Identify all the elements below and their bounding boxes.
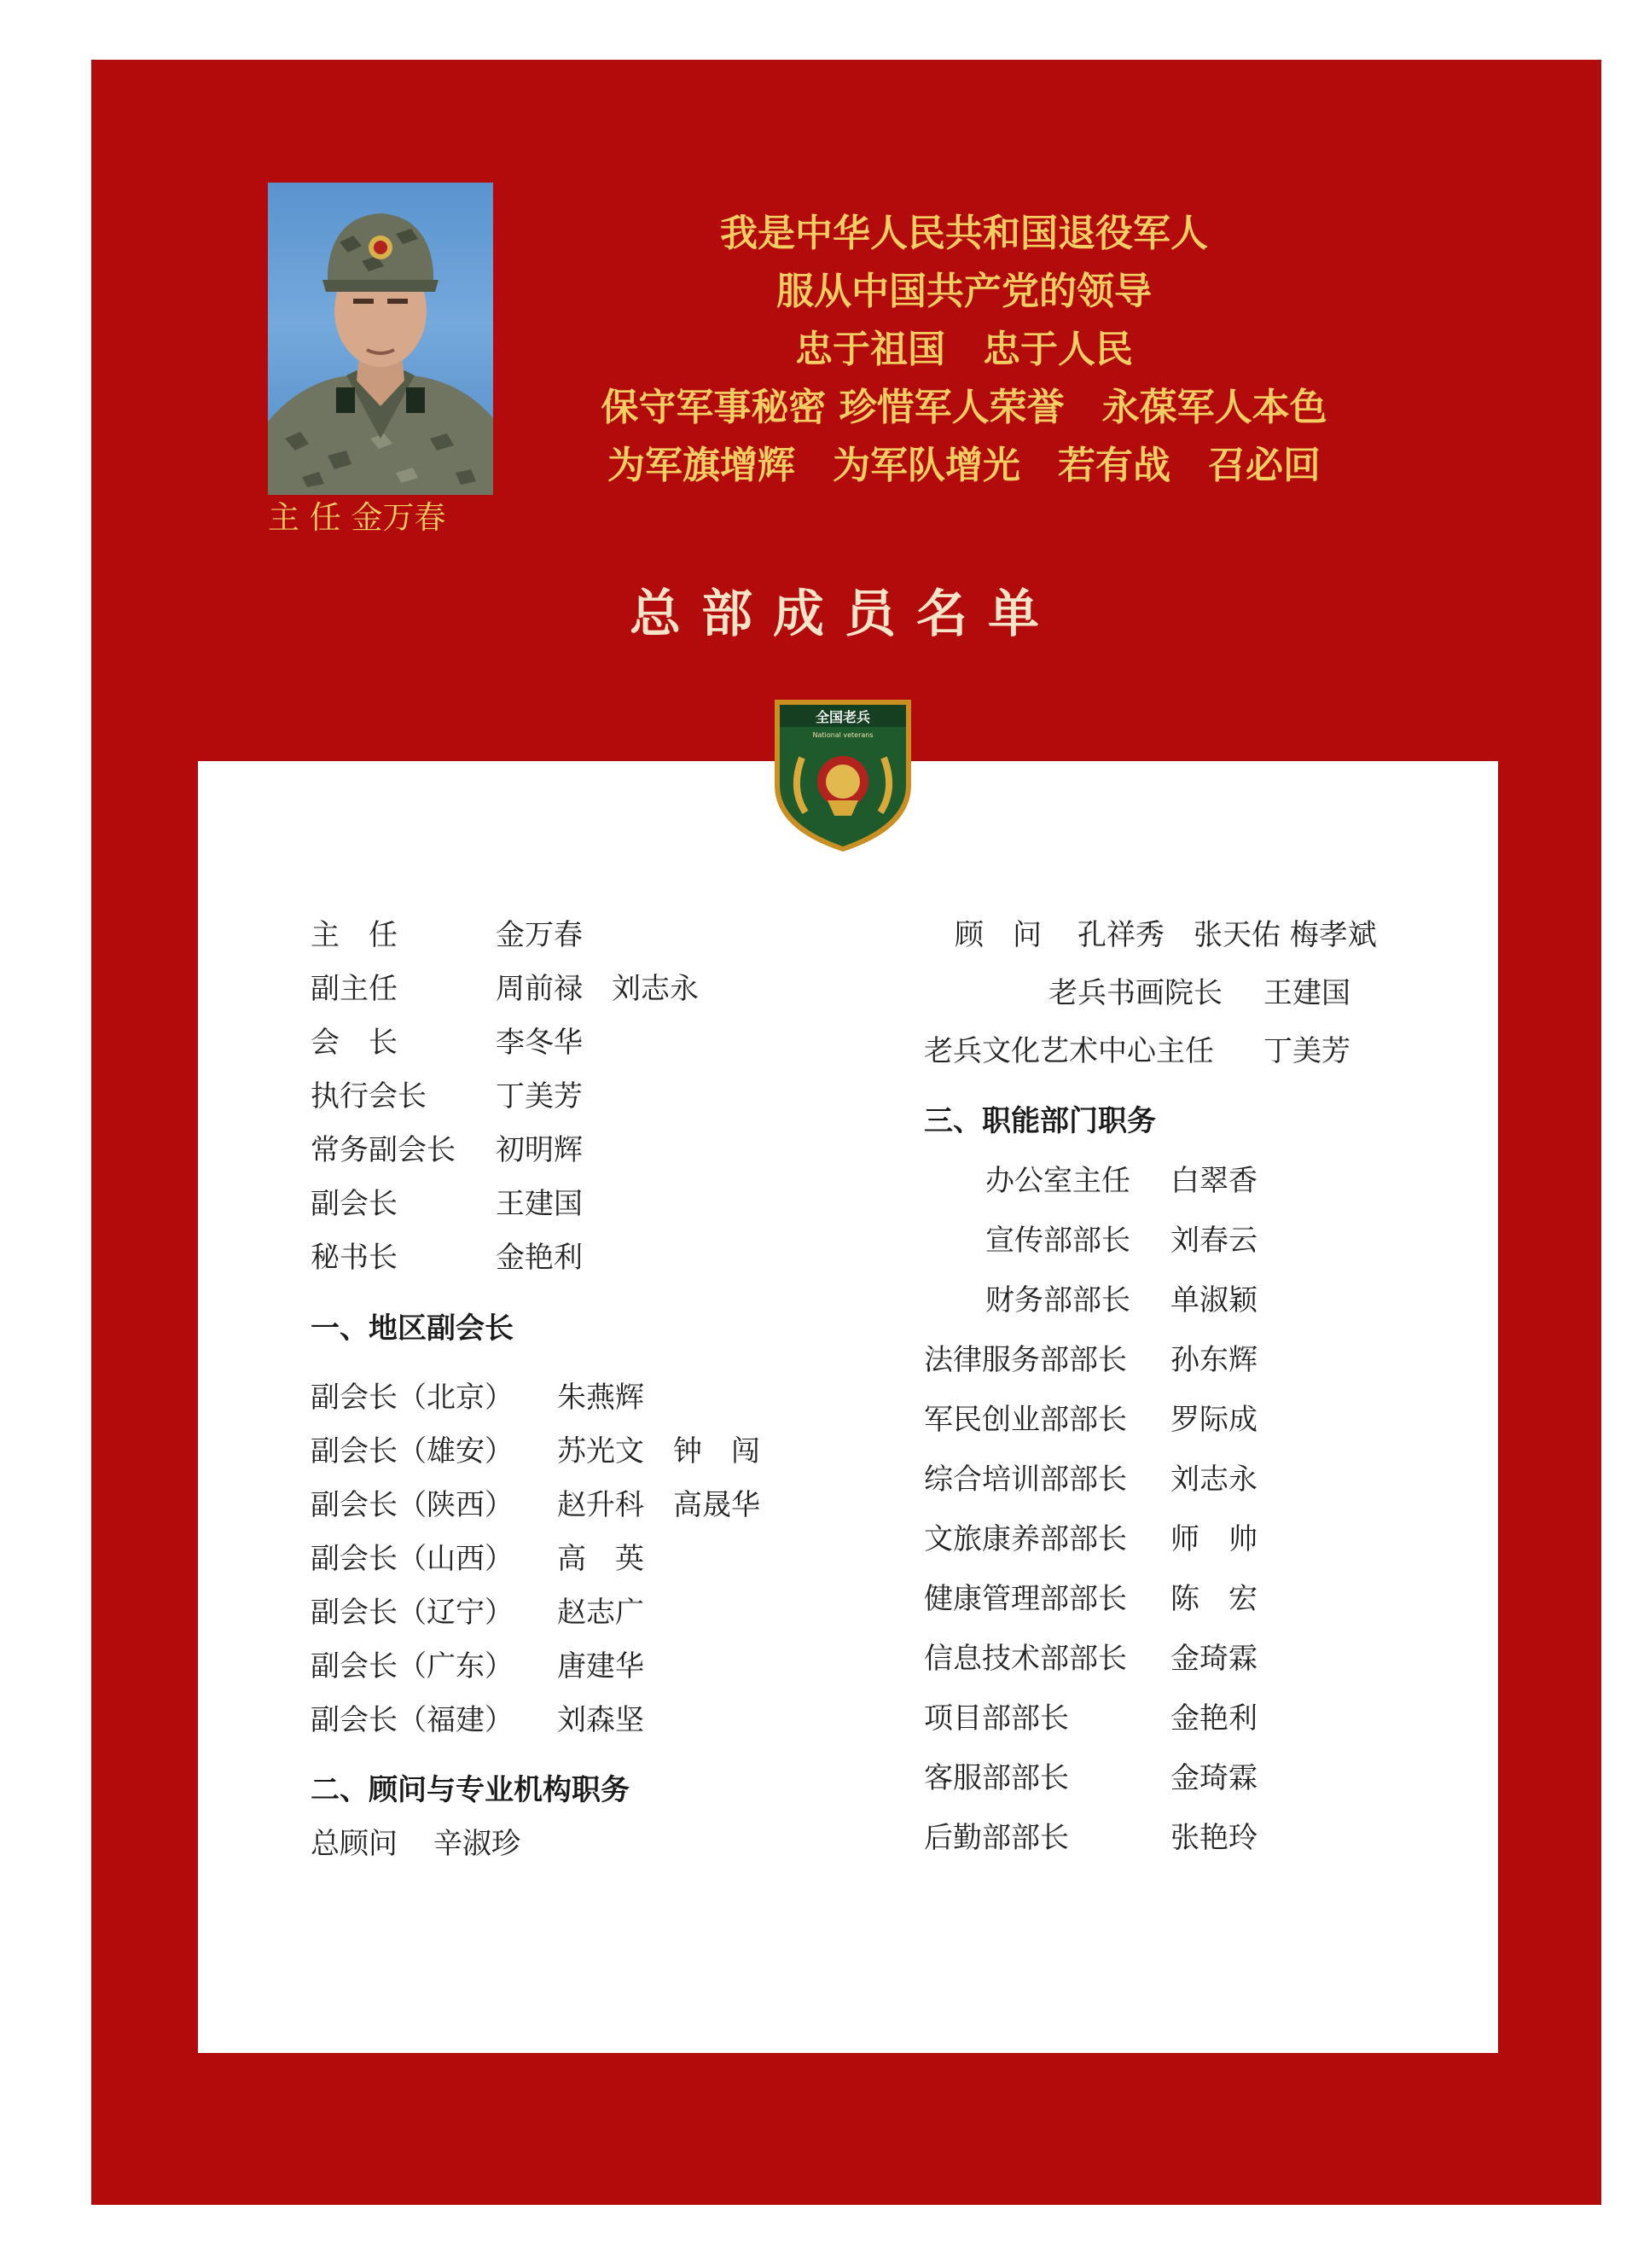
portrait-caption: 主 任 金万春 [268,499,446,536]
dept-role: 健康管理部部长 [924,1582,1127,1616]
dept-names: 罗际成 [1170,1403,1258,1437]
leader-role: 常务副会长 [311,1133,456,1167]
dept-role: 宣传部部长 [985,1224,1130,1258]
page-title: 总部成员名单 [630,584,1060,644]
veteran-oath [546,205,1382,495]
leader-names: 王建国 [496,1187,583,1221]
badge-text: 全国老兵 [815,709,871,725]
leader-role: 副主任 [311,972,398,1006]
dept-role: 文旅康养部部长 [924,1522,1127,1556]
dept-names: 刘志永 [1170,1463,1258,1497]
leader-names: 周前禄 刘志永 [496,972,699,1006]
dept-role: 项目部部长 [924,1701,1069,1736]
regional-role: 副会长（北京） [311,1381,514,1415]
dept-role: 财务部部长 [985,1283,1130,1317]
dept-role: 军民创业部部长 [924,1403,1127,1437]
national-veterans-badge-icon [768,693,918,857]
leader-names: 丁美芳 [496,1079,583,1114]
dept-names: 金艳利 [1170,1701,1258,1736]
leader-role: 秘书长 [311,1241,398,1275]
chief-advisor-names: 辛淑珍 [433,1827,520,1861]
dept-names: 刘春云 [1170,1224,1258,1258]
regional-role: 副会长（陕西） [311,1488,514,1522]
regional-role: 副会长（雄安） [311,1434,514,1468]
regional-role: 副会长（山西） [311,1542,514,1576]
oath-line: 忠于祖国 忠于人民 [795,328,1133,371]
oath-line: 我是中华人民共和国退役军人 [720,212,1208,255]
regional-names: 赵志广 [557,1596,644,1630]
advisor-role: 顾 问 [955,918,1042,952]
dept-names: 陈 宏 [1170,1582,1258,1616]
dept-names: 金琦霖 [1170,1642,1258,1676]
academy-role: 老兵书画院长 [1048,976,1223,1010]
dept-role: 法律服务部部长 [924,1343,1127,1377]
dept-names: 孙东辉 [1170,1343,1258,1377]
culture-role: 老兵文化艺术中心主任 [924,1034,1214,1068]
dept-role: 办公室主任 [985,1164,1130,1198]
regional-names: 高 英 [557,1542,644,1576]
chief-advisor-role: 总顾问 [311,1827,398,1861]
dept-role: 后勤部部长 [924,1821,1069,1855]
academy-names: 王建国 [1263,976,1350,1010]
regional-names: 赵升科 高晟华 [557,1488,760,1522]
section-heading: 二、顾问与专业机构职务 [311,1773,630,1807]
regional-names: 刘森坚 [557,1703,644,1737]
regional-names: 苏光文 钟 闯 [557,1434,760,1468]
dept-names: 师 帅 [1170,1522,1258,1556]
oath-line: 服从中国共产党的领导 [776,270,1152,313]
regional-role: 副会长（辽宁） [311,1596,514,1630]
advisor-names: 孔祥秀 张天佑 梅孝斌 [1077,918,1377,952]
badge-subtext: National veterans [812,731,874,739]
dept-names: 单淑颖 [1170,1283,1258,1317]
section-heading: 三、职能部门职务 [924,1104,1156,1138]
regional-role: 副会长（福建） [311,1703,514,1737]
leader-names: 初明辉 [496,1133,583,1167]
dept-role: 客服部部长 [924,1761,1069,1795]
leader-names: 金艳利 [496,1241,583,1275]
regional-role: 副会长（广东） [311,1649,514,1684]
section-heading: 一、地区副会长 [311,1311,514,1346]
leader-role: 会 长 [311,1026,398,1060]
dept-role: 信息技术部部长 [924,1642,1127,1676]
leader-role: 主 任 [311,918,398,952]
leader-names: 李冬华 [496,1026,583,1060]
culture-names: 丁美芳 [1263,1034,1350,1068]
oath-line: 为军旗增辉 为军队增光 若有战 召必回 [607,444,1321,487]
regional-names: 唐建华 [557,1649,644,1684]
leader-role: 执行会长 [311,1079,427,1114]
leader-role: 副会长 [311,1187,398,1221]
oath-line: 保守军事秘密 珍惜军人荣誉 永葆军人本色 [601,386,1327,429]
dept-names: 金琦霖 [1170,1761,1258,1795]
regional-names: 朱燕辉 [557,1381,644,1415]
dept-names: 张艳玲 [1170,1821,1258,1855]
dept-names: 白翠香 [1170,1164,1258,1198]
dept-role: 综合培训部部长 [924,1463,1127,1497]
leader-names: 金万春 [496,918,583,952]
director-portrait-photo [268,183,493,495]
